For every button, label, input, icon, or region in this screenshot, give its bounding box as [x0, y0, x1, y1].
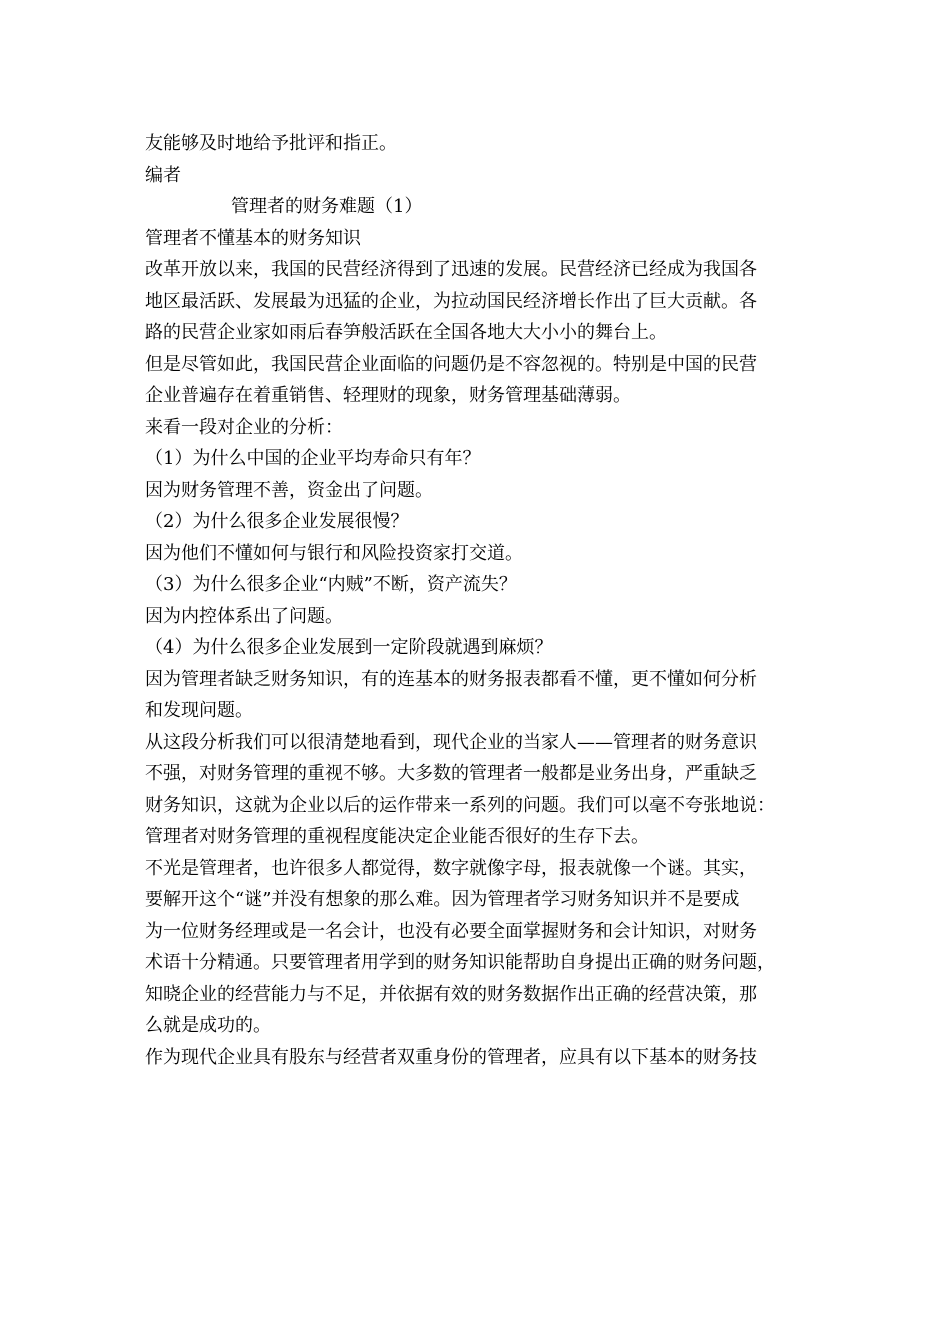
text-line: 路的民营企业家如雨后春笋般活跃在全国各地大大小小的舞台上。	[145, 322, 667, 343]
text-line: 企业普遍存在着重销售、轻理财的现象，财务管理基础薄弱。	[145, 385, 631, 406]
answer-item: 因为财务管理不善，资金出了问题。	[145, 479, 433, 501]
text-line: 和发现问题。	[145, 700, 253, 721]
text-line: 管理者对财务管理的重视程度能决定企业能否很好的生存下去。	[145, 826, 649, 847]
text-line: 么就是成功的。	[145, 1015, 271, 1036]
section-title: 管理者的财务难题（1）	[231, 196, 423, 217]
section-subtitle: 管理者不懂基本的财务知识	[145, 227, 361, 249]
text-line: 来看一段对企业的分析：	[145, 416, 343, 438]
question-item: （1）为什么中国的企业平均寿命只有年？	[145, 448, 481, 469]
text-line: 改革开放以来，我国的民营经济得到了迅速的发展。民营经济已经成为我国各	[145, 259, 757, 280]
text-line: 作为现代企业具有股东与经营者双重身份的管理者，应具有以下基本的财务技	[145, 1046, 757, 1068]
answer-item: 因为管理者缺乏财务知识，有的连基本的财务报表都看不懂，更不懂如何分析	[145, 668, 757, 690]
text-line: 术语十分精通。只要管理者用学到的财务知识能帮助自身提出正确的财务问题，	[145, 952, 775, 973]
text-line: 财务知识，这就为企业以后的运作带来一系列的问题。我们可以毫不夸张地说：	[145, 794, 775, 816]
text-line: 从这段分析我们可以很清楚地看到，现代企业的当家人——管理者的财务意识	[145, 731, 757, 753]
text-line: 不强，对财务管理的重视不够。大多数的管理者一般都是业务出身，严重缺乏	[145, 763, 757, 784]
answer-item: 因为他们不懂如何与银行和风险投资家打交道。	[145, 542, 523, 564]
text-line: 不光是管理者，也许很多人都觉得，数字就像字母，报表就像一个谜。其实，	[145, 857, 757, 879]
text-line: 知晓企业的经营能力与不足，并依据有效的财务数据作出正确的经营决策，那	[145, 983, 757, 1005]
question-item: （2）为什么很多企业发展很慢？	[145, 511, 409, 532]
question-item: （3）为什么很多企业“内贼”不断，资产流失？	[145, 574, 517, 595]
answer-item: 因为内控体系出了问题。	[145, 605, 343, 627]
text-line: 地区最活跃、发展最为迅猛的企业，为拉动国民经济增长作出了巨大贡献。各	[145, 290, 757, 312]
question-item: （4）为什么很多企业发展到一定阶段就遇到麻烦？	[145, 637, 553, 658]
text-line: 为一位财务经理或是一名会计，也没有必要全面掌握财务和会计知识，对财务	[145, 920, 757, 942]
author-signature: 编者	[145, 164, 181, 186]
text-line: 但是尽管如此，我国民营企业面临的问题仍是不容忽视的。特别是中国的民营	[145, 353, 757, 375]
text-line: 要解开这个“谜”并没有想象的那么难。因为管理者学习财务知识并不是要成	[145, 889, 740, 910]
document-page	[145, 128, 825, 1073]
text-line: 友能够及时地给予批评和指正。	[145, 133, 397, 154]
